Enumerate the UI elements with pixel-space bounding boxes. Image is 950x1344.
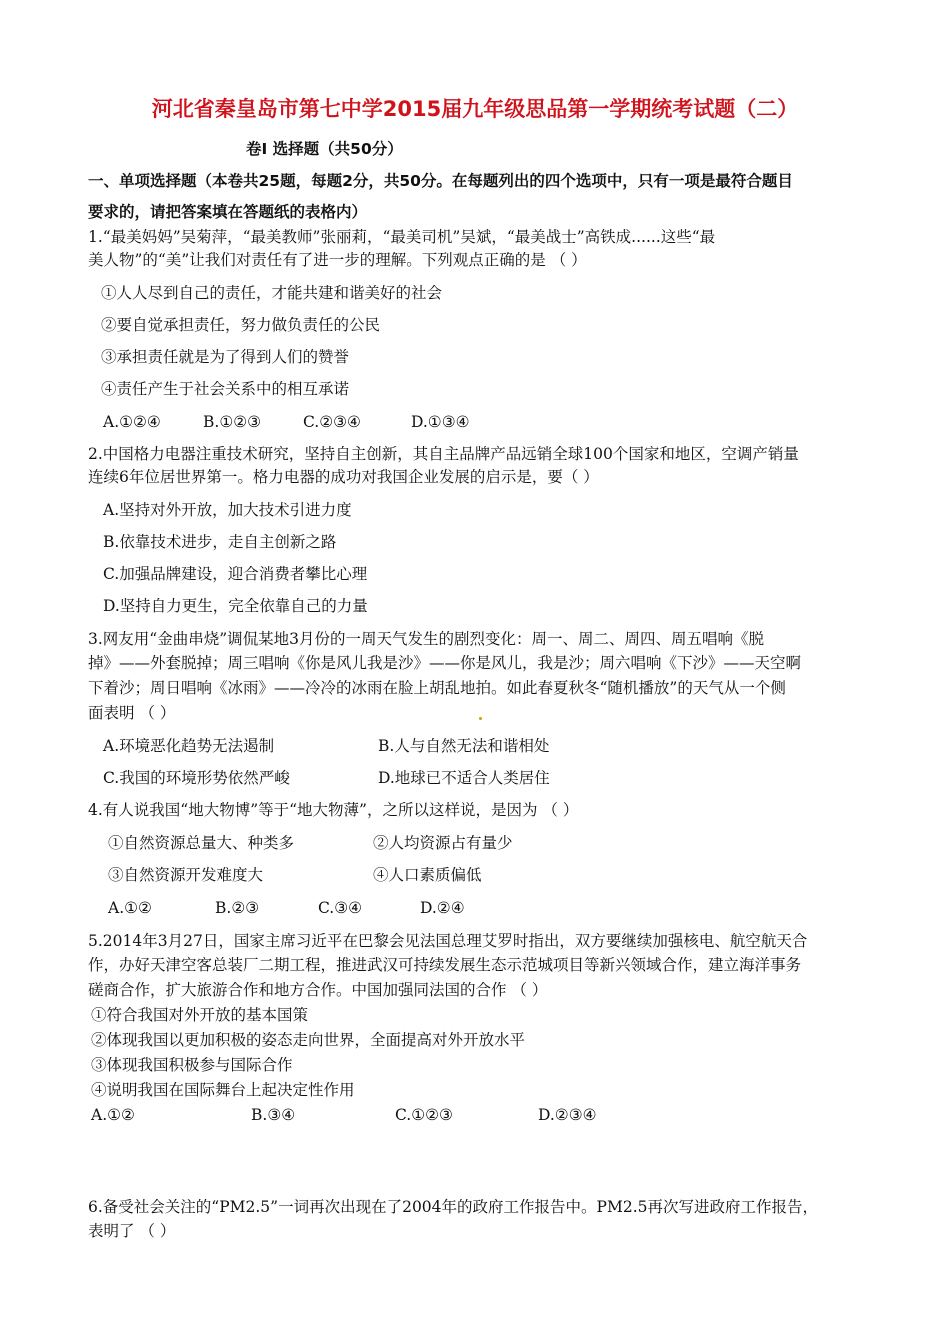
q3-stem-line-2: 掉》——外套脱掉；周三唱响《你是风儿我是沙》——你是风儿，我是沙；周六唱响《下沙》——天空啊 <box>88 654 802 672</box>
q4-item-3: ③自然资源开发难度大 <box>108 866 264 884</box>
stray-dot <box>479 717 482 720</box>
q1-option-d: D.①③④ <box>411 413 470 431</box>
q5-stem-line-1: 5.2014年3月27日，国家主席习近平在巴黎会见法国总理艾罗时指出，双方要继续加强核电、航空航天合 <box>88 932 808 950</box>
q2-stem-line-1: 2.中国格力电器注重技术研究，坚持自主创新，其自主品牌产品远销全球100个国家和地区，空调产销量 <box>88 445 799 463</box>
q5-option-a: A.①② <box>91 1106 135 1124</box>
q4-item-4: ④人口素质偏低 <box>373 866 482 884</box>
q5-stem-line-2: 作，办好天津空客总装厂二期工程，推进武汉可持续发展生态示范城项目等新兴领域合作，建立海洋事务 <box>88 956 802 974</box>
q5-item-4: ④说明我国在国际舞台上起决定性作用 <box>91 1081 355 1099</box>
q5-item-1: ①符合我国对外开放的基本国策 <box>91 1006 309 1024</box>
part-intro-line-2: 要求的，请把答案填在答题纸的表格内） <box>88 203 368 221</box>
q2-option-b: B.依靠技术进步，走自主创新之路 <box>103 533 337 551</box>
q5-item-2: ②体现我国以更加积极的姿态走向世界，全面提高对外开放水平 <box>91 1031 526 1049</box>
q1-stem-line-1: 1.“最美妈妈”吴菊萍，“最美教师”张丽莉，“最美司机”吴斌，“最美战士”高铁成......这些“最 <box>88 228 716 246</box>
q3-stem-line-4: 面表明 （ ） <box>88 704 176 722</box>
q3-stem-line-3: 下着沙；周日唱响《冰雨》——冷冷的冰雨在脸上胡乱地拍。如此春夏秋冬“随机播放”的天气从一个侧 <box>88 679 786 697</box>
q3-option-d: D.地球已不适合人类居住 <box>378 769 550 787</box>
q1-item-4: ④责任产生于社会关系中的相互承诺 <box>101 380 350 398</box>
q6-stem-line-2: 表明了 （ ） <box>88 1222 176 1240</box>
q4-item-1: ①自然资源总量大、种类多 <box>108 834 295 852</box>
q5-stem-line-3: 磋商合作，扩大旅游合作和地方合作。中国加强同法国的合作 （ ） <box>88 981 548 999</box>
q4-stem: 4.有人说我国“地大物博”等于“地大物薄”，之所以这样说，是因为 （ ） <box>88 801 579 819</box>
q1-item-1: ①人人尽到自己的责任，才能共建和谐美好的社会 <box>101 284 443 302</box>
q6-stem-line-1: 6.备受社会关注的“PM2.5”一词再次出现在了2004年的政府工作报告中。PM2.5再次写进政府工作报告， <box>88 1198 818 1216</box>
section-header: 卷Ⅰ 选择题（共50分） <box>246 140 403 158</box>
q5-option-b: B.③④ <box>251 1106 296 1124</box>
q2-option-d: D.坚持自力更生，完全依靠自己的力量 <box>103 597 368 615</box>
q1-option-b: B.①②③ <box>203 413 262 431</box>
q3-stem-line-1: 3.网友用“金曲串烧”调侃某地3月份的一周天气发生的剧烈变化：周一、周二、周四、周五唱响《脱 <box>88 630 765 648</box>
q1-stem-line-2: 美人物”的“美”让我们对责任有了进一步的理解。下列观点正确的是 （ ） <box>88 251 587 269</box>
q1-option-a: A.①②④ <box>103 413 161 431</box>
q2-option-a: A.坚持对外开放，加大技术引进力度 <box>103 501 352 519</box>
q2-option-c: C.加强品牌建设，迎合消费者攀比心理 <box>103 565 368 583</box>
part-intro-line-1: 一、单项选择题（本卷共25题，每题2分，共50分。在每题列出的四个选项中，只有一项是最符合题目 <box>88 172 793 190</box>
q1-item-2: ②要自觉承担责任，努力做负责任的公民 <box>101 316 381 334</box>
q2-stem-line-2: 连续6年位居世界第一。格力电器的成功对我国企业发展的启示是，要（ ） <box>88 468 599 486</box>
q1-item-3: ③承担责任就是为了得到人们的赞誉 <box>101 348 350 366</box>
q5-option-d: D.②③④ <box>538 1106 597 1124</box>
q4-option-a: A.①② <box>108 899 152 917</box>
document-title: 河北省秦皇岛市第七中学2015届九年级思品第一学期统考试题（二） <box>151 97 799 121</box>
q5-item-3: ③体现我国积极参与国际合作 <box>91 1056 293 1074</box>
q4-item-2: ②人均资源占有量少 <box>373 834 513 852</box>
q4-option-b: B.②③ <box>215 899 260 917</box>
q3-option-a: A.环境恶化趋势无法遏制 <box>103 737 275 755</box>
q3-option-c: C.我国的环境形势依然严峻 <box>103 769 290 787</box>
q1-option-c: C.②③④ <box>303 413 361 431</box>
q4-option-d: D.②④ <box>420 899 465 917</box>
q4-option-c: C.③④ <box>318 899 363 917</box>
q5-option-c: C.①②③ <box>395 1106 453 1124</box>
q3-option-b: B.人与自然无法和谐相处 <box>378 737 550 755</box>
